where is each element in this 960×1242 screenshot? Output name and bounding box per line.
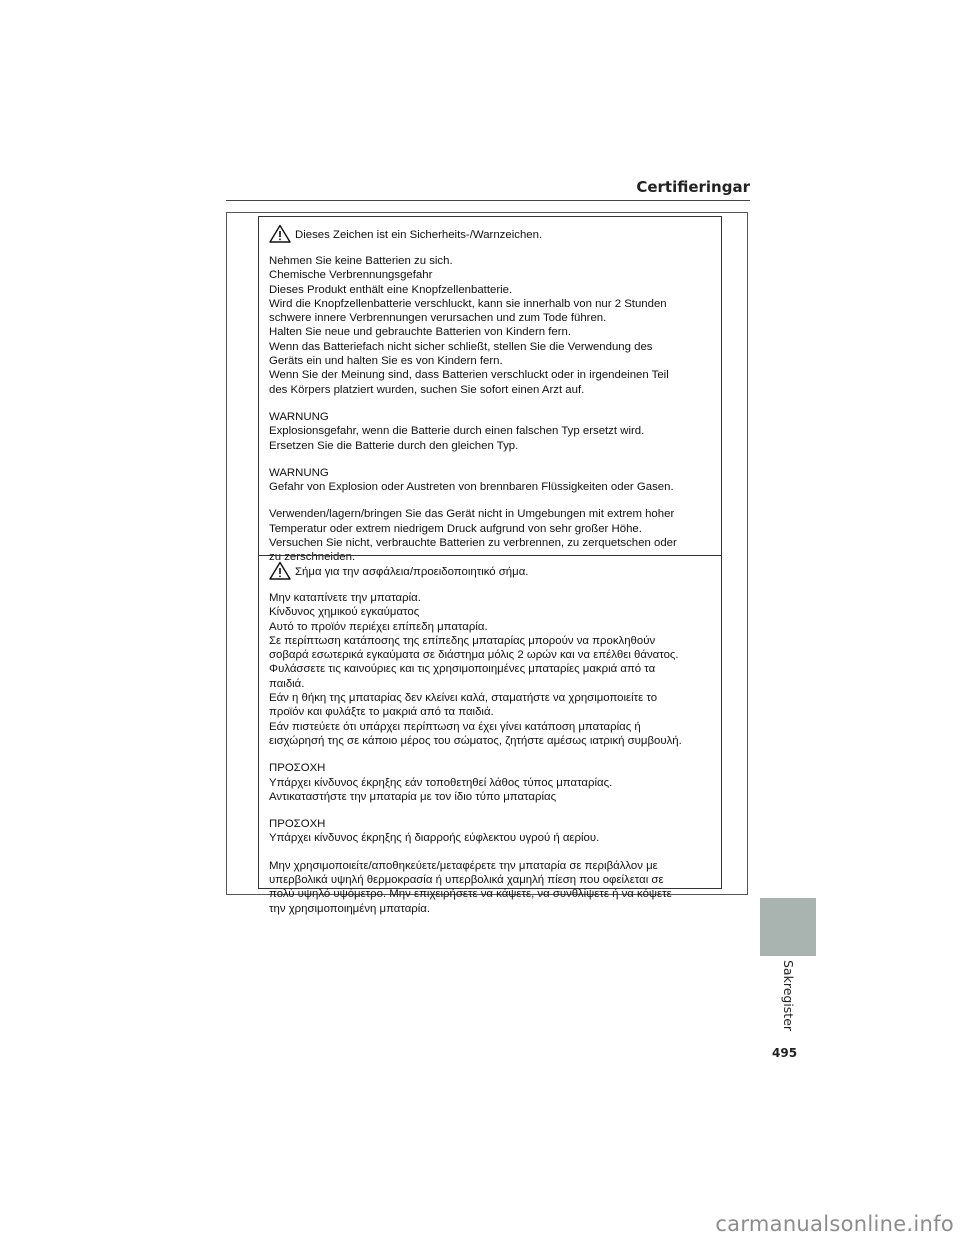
warning-triangle-icon [269, 561, 291, 580]
text-line: schwere innere Verbrennungen verursachen und zum Tode führen. [269, 312, 607, 325]
paragraph [269, 410, 711, 453]
paragraph [269, 591, 711, 748]
page-header-title: Certifieringar [636, 178, 750, 196]
greek-warning-heading: Σήμα για την ασφάλεια/προειδοποιητικό σήμα. [295, 565, 529, 578]
section-tab-marker [760, 898, 816, 956]
text-line: Wird die Knopfzellenbatterie verschluckt, kann sie innerhalb von nur 2 Stunden [269, 297, 667, 310]
text-line: ΠΡΟΣΟΧΗ [269, 818, 326, 831]
warning-notice-box [258, 216, 722, 915]
text-line: Εάν πιστεύετε ότι υπάρχει περίπτωση να έχει γίνει κατάποση μπαταρίας ή [269, 720, 641, 733]
paragraph [269, 254, 711, 397]
text-line: σοβαρά εσωτερικά εγκαύματα σε διάστημα μόλις 2 ωρών και να επέλθει θάνατος. [269, 649, 679, 662]
text-line: Geräts ein und halten Sie es von Kindern fern. [269, 355, 503, 368]
text-line: Φυλάσσετε τις καινούριες και τις χρησιμοποιημένες μπαταρίες μακριά από τα [269, 663, 656, 676]
text-line: Κίνδυνος χημικού εγκαύματος [269, 606, 420, 619]
warning-triangle-icon [269, 224, 291, 243]
text-line: Αυτό το προϊόν περιέχει επίπεδη μπαταρία. [269, 620, 488, 633]
paragraph [269, 466, 711, 495]
text-line: Nehmen Sie keine Batterien zu sich. [269, 255, 453, 267]
text-line: Verwenden/lagern/bringen Sie das Gerät nicht in Umgebungen mit extrem hoher [269, 508, 675, 521]
text-line: Μην χρησιμοποιείτε/αποθηκεύετε/μεταφέρετε την μπαταρία σε περιβάλλον με [269, 859, 658, 872]
text-line: Εάν η θήκη της μπαταρίας δεν κλείνει καλά, σταματήστε να χρησιμοποιείτε το [269, 692, 658, 705]
text-line: πολύ υψηλό υψόμετρο. Μην επιχειρήσετε να κάψετε, να συνθλίψετε ή να κόψετε [269, 888, 672, 901]
text-line: Wenn Sie der Meinung sind, dass Batterien verschluckt oder in irgendeinen Teil [269, 369, 669, 382]
text-line: ΠΡΟΣΟΧΗ [269, 762, 326, 775]
section-tab-label: Sakregister [781, 960, 796, 1032]
text-line: την χρησιμοποιημένη μπαταρία. [269, 902, 431, 915]
text-line: Αντικαταστήστε την μπαταρία με τον ίδιο τύπο μπαταρίας [269, 790, 557, 803]
watermark: carmanualsonline.info [715, 1212, 954, 1236]
text-line: Halten Sie neue und gebrauchte Batterien von Kindern fern. [269, 326, 572, 339]
german-paragraphs [269, 254, 711, 565]
text-line: Versuchen Sie nicht, verbrauchte Batterien zu verbrennen, zu zerquetschen oder [269, 537, 677, 550]
greek-paragraphs [269, 591, 711, 916]
text-line: Temperatur oder extrem niedrigem Druck aufgrund von sehr großer Höhe. [269, 522, 642, 535]
header-divider [226, 200, 750, 201]
text-line: Υπάρχει κίνδυνος έκρηξης εάν τοποθετηθεί λάθος τύπος μπαταρίας. [269, 776, 613, 789]
german-warning-section [259, 217, 721, 564]
text-line: Υπάρχει κίνδυνος έκρηξης ή διαρροής εύφλεκτου υγρού ή αερίου. [269, 832, 600, 845]
text-line: des Körpers platziert wurden, suchen Sie sofort einen Arzt auf. [269, 383, 585, 396]
paragraph [269, 761, 711, 804]
text-line: Gefahr von Explosion oder Austreten von brennbaren Flüssigkeiten oder Gasen. [269, 481, 674, 494]
text-line: Chemische Verbrennungsgefahr [269, 269, 433, 282]
paragraph [269, 859, 711, 916]
text-line: Wenn das Batteriefach nicht sicher schließt, stellen Sie die Verwendung des [269, 340, 653, 353]
text-line: Ersetzen Sie die Batterie durch den gleichen Typ. [269, 439, 519, 452]
german-warning-heading: Dieses Zeichen ist ein Sicherheits-/Warnzeichen. [295, 228, 543, 241]
greek-warning-heading-row [269, 561, 711, 580]
text-line: Σε περίπτωση κατάποσης της επίπεδης μπαταρίας μπορούν να προκληθούν [269, 634, 656, 647]
german-warning-heading-row [269, 224, 711, 243]
text-line: παιδιά. [269, 677, 305, 690]
text-line: εισχώρησή της σε κάποιο μέρος του σώματος, ζητήστε αμέσως ιατρική συμβουλή. [269, 734, 682, 747]
text-line: προϊόν και φυλάξτε το μακριά από τα παιδιά. [269, 706, 494, 719]
paragraph [269, 817, 711, 846]
text-line: zu zerschneiden. [269, 551, 356, 564]
text-line: υπερβολικά υψηλή θερμοκρασία ή υπερβολικά χαμηλή πίεση που οφείλεται σε [269, 874, 664, 887]
text-line: WARNUNG [269, 466, 329, 479]
text-line: Dieses Produkt enthält eine Knopfzellenbatterie. [269, 283, 513, 296]
page-number: 495 [772, 1046, 798, 1060]
greek-warning-section [259, 555, 721, 915]
text-line: Μην καταπίνετε την μπαταρία. [269, 592, 421, 604]
text-line: Explosionsgefahr, wenn die Batterie durch einen falschen Typ ersetzt wird. [269, 425, 645, 438]
text-line: WARNUNG [269, 410, 329, 423]
